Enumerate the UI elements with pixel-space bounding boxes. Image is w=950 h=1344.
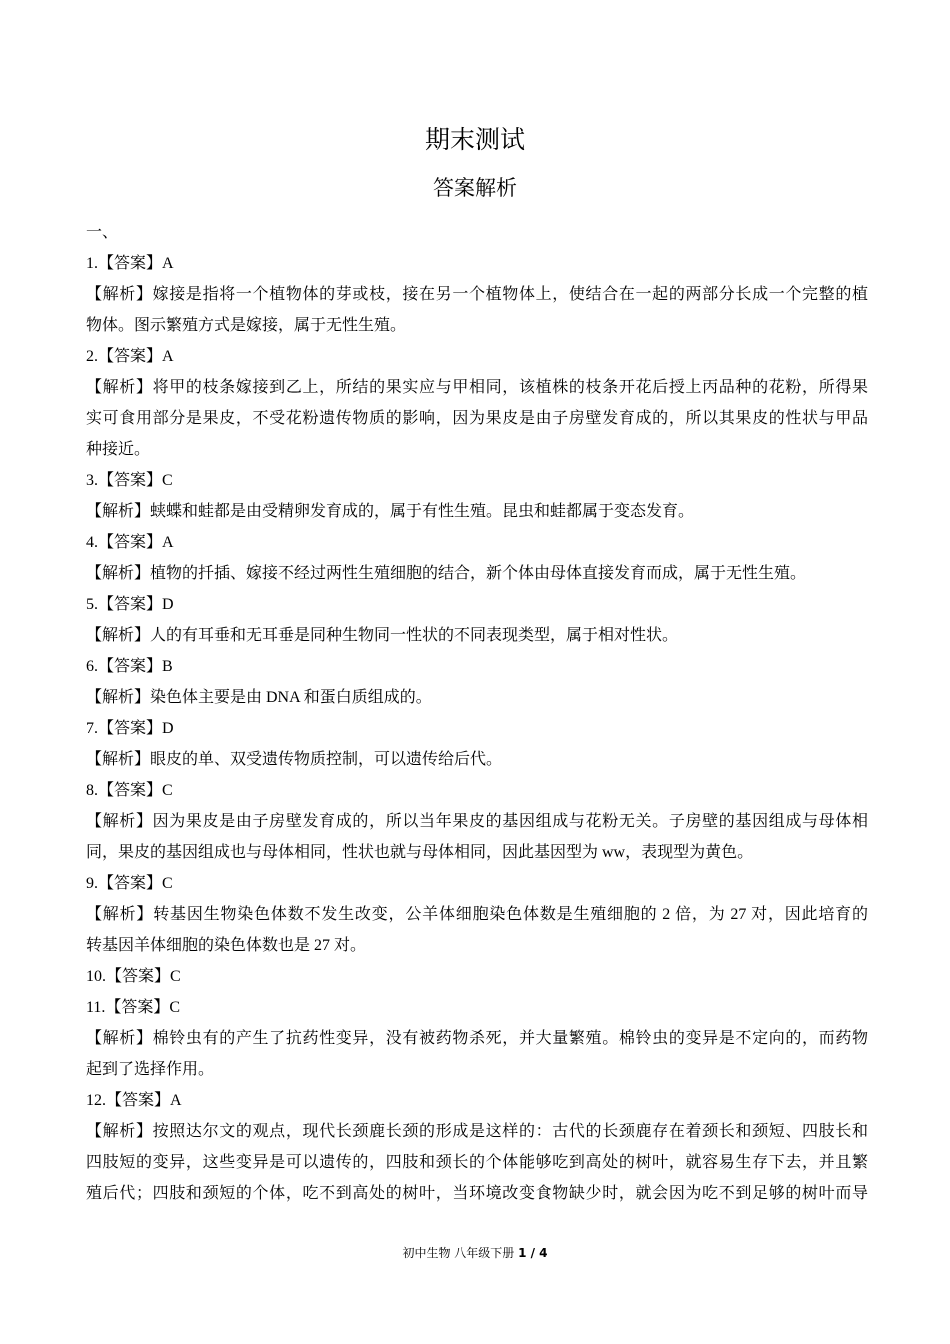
explanation-line: 【解析】蛱蝶和蛙都是由受精卵发育成的，属于有性生殖。昆虫和蛙都属于变态发育。 — [86, 503, 695, 520]
answer-line: 6.【答案】B — [86, 658, 173, 675]
answer-line: 11.【答案】C — [86, 999, 181, 1016]
explanation-line: 【解析】眼皮的单、双受遗传物质控制，可以遗传给后代。 — [86, 751, 503, 768]
answer-line: 7.【答案】D — [86, 720, 174, 737]
page-footer — [0, 1244, 950, 1261]
explanation-line: 【解析】将甲的枝条嫁接到乙上，所结的果实应与甲相同，该植株的枝条开花后授上丙品种的花粉，所得果 — [86, 379, 868, 396]
footer-text: 初中生物 八年级下册 — [402, 1246, 519, 1260]
page-number: 1 / 4 — [518, 1246, 548, 1260]
answer-line: 8.【答案】C — [86, 782, 173, 799]
explanation-line: 物体。图示繁殖方式是嫁接，属于无性生殖。 — [86, 317, 407, 334]
explanation-line: 种接近。 — [86, 441, 151, 458]
answer-line: 5.【答案】D — [86, 596, 174, 613]
explanation-line: 【解析】按照达尔文的观点，现代长颈鹿长颈的形成是这样的：古代的长颈鹿存在着颈长和颈短、四肢长和 — [86, 1123, 868, 1140]
answer-line: 12.【答案】A — [86, 1092, 182, 1109]
explanation-line: 【解析】嫁接是指将一个植物体的芽或枝，接在另一个植物体上，使结合在一起的两部分长成一个完整的植 — [86, 286, 868, 303]
answer-line: 4.【答案】A — [86, 534, 174, 551]
section-label: 一、 — [86, 224, 119, 241]
answer-content — [86, 217, 868, 1209]
explanation-line: 【解析】染色体主要是由 DNA 和蛋白质组成的。 — [86, 689, 432, 706]
explanation-line: 实可食用部分是果皮，不受花粉遗传物质的影响，因为果皮是由子房壁发育成的，所以其果皮的性状与甲品 — [86, 410, 868, 427]
explanation-line: 【解析】转基因生物染色体数不发生改变，公羊体细胞染色体数是生殖细胞的 2 倍，为 27 对，因此培育的 — [86, 906, 868, 923]
explanation-line: 【解析】植物的扦插、嫁接不经过两性生殖细胞的结合，新个体由母体直接发育而成，属于无性生殖。 — [86, 565, 807, 582]
explanation-line: 【解析】因为果皮是由子房壁发育成的，所以当年果皮的基因组成与花粉无关。子房壁的基因组成与母体相 — [86, 813, 868, 830]
explanation-line: 同，果皮的基因组成也与母体相同，性状也就与母体相同，因此基因型为 ww，表现型为黄色。 — [86, 844, 754, 861]
explanation-line: 殖后代；四肢和颈短的个体，吃不到高处的树叶，当环境改变食物缺少时，就会因为吃不到足够的树叶而导 — [86, 1185, 868, 1202]
answer-line: 3.【答案】C — [86, 472, 173, 489]
explanation-line: 转基因羊体细胞的染色体数也是 27 对。 — [86, 937, 367, 954]
answer-line: 2.【答案】A — [86, 348, 174, 365]
answer-line: 10.【答案】C — [86, 968, 181, 985]
explanation-line: 【解析】棉铃虫有的产生了抗药性变异，没有被药物杀死，并大量繁殖。棉铃虫的变异是不定向的，而药物 — [86, 1030, 868, 1047]
explanation-line: 【解析】人的有耳垂和无耳垂是同种生物同一性状的不同表现类型，属于相对性状。 — [86, 627, 679, 644]
page-subtitle: 答案解析 — [433, 176, 517, 200]
answer-line: 9.【答案】C — [86, 875, 173, 892]
page-title: 期末测试 — [424, 125, 525, 154]
explanation-line: 四肢短的变异，这些变异是可以遗传的，四肢和颈长的个体能够吃到高处的树叶，就容易生存下去，并且繁 — [86, 1154, 868, 1171]
explanation-line: 起到了选择作用。 — [86, 1061, 215, 1078]
answer-line: 1.【答案】A — [86, 255, 174, 272]
